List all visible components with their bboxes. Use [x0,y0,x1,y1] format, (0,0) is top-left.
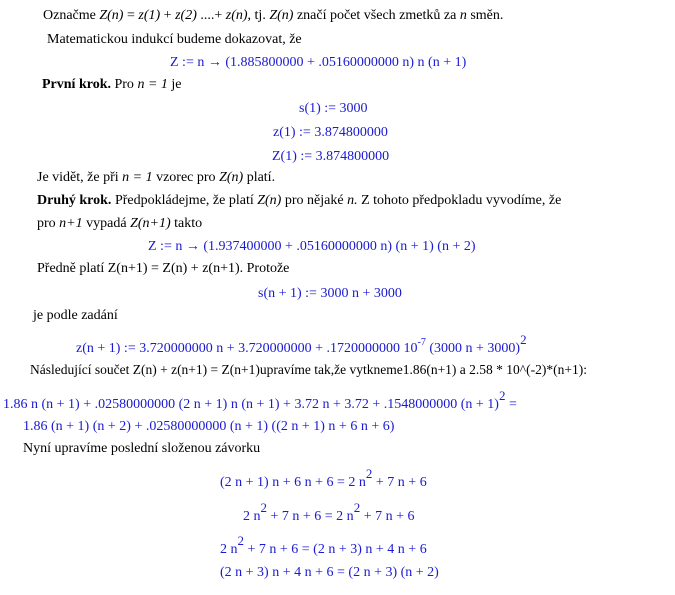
eq1-b: + 7 n + 6 [372,475,427,490]
z-n1-sq: 2 [520,332,527,347]
intro-paragraph [43,8,503,24]
intro-plus: + [160,8,176,23]
seen-text-a: Je vidět, že při [37,170,123,185]
formula-s-n1: s(n + 1) := 3000 n + 3000 [258,286,402,301]
formula-z-n1 [76,332,527,357]
first-step-text-b: je [167,77,182,92]
intro-induction: Matematickou indukcí budeme dokazovat, že [47,32,302,47]
intro-text-b: , tj. [247,8,270,23]
second-step-Zn1: Z(n+1) [130,216,171,231]
sum-line1 [3,388,517,413]
eq1-a: (2 n + 1) n + 6 n + 6 = 2 n [220,475,366,490]
first-step-label: První krok. [42,77,111,92]
intro-text-a: Označme [43,8,100,23]
first-step-text-a: Pro [110,77,138,92]
formula-s1: s(1) := 3000 [299,101,368,116]
mainly-text: Předně platí Z(n+1) = Z(n) + z(n+1). Protože [37,261,290,276]
equation-1 [220,466,427,491]
intro-zn: z(n) [225,8,248,23]
seen-Zn: Z(n) [219,170,244,185]
second-step-label: Druhý krok. [37,193,112,208]
eq3-sq: 2 [237,533,244,548]
intro-dots: ....+ [196,8,226,23]
sum-line2: 1.86 (n + 1) (n + 2) + .02580000000 (n + 1) ((2 n + 1) n + 6 n + 6) [23,419,395,434]
sum-line1-sq: 2 [498,388,506,403]
intro-z1: z(1) [138,8,161,23]
sum-line1-main: 1.86 n (n + 1) + .02580000000 (2 n + 1) n (n + 1) + 3.72 n + 3.72 + .1548000000 (n + 1) [3,397,499,412]
eq2-a: 2 n [243,509,261,524]
z-n1-exp: -7 [417,337,426,348]
intro-eq: = [123,8,139,23]
z-n1-tail: (3000 n + 3000) [425,341,521,356]
second-step-text-d: pro [37,216,60,231]
second-step-line2 [37,216,202,232]
second-step-n1: n+1 [59,216,83,231]
formula-Z1: Z(1) := 3.874800000 [272,149,390,164]
formula-Z2: Z := n → (1.937400000 + .05160000000 n) (n + 1) (n + 2) [148,239,476,254]
second-step-n: n. [347,193,358,208]
eq1-sq: 2 [365,466,373,481]
second-step-text-a: Předpokládejme, že platí [111,193,258,208]
eq2-sq2: 2 [353,500,361,515]
seen-text-b: vzorec pro [152,170,220,185]
sum-line1-end: = [505,397,517,412]
intro-Zn: Z(n) [99,8,124,23]
eq3-b: + 7 n + 6 = (2 n + 3) n + 4 n + 6 [244,542,427,557]
eq2-c: + 7 n + 6 [360,509,415,524]
intro-Zn2: Z(n) [269,8,294,23]
first-step-cond: n = 1 [137,77,168,92]
seen-cond: n = 1 [122,170,153,185]
intro-z2: z(2) [175,8,197,23]
next-sum-text: Následující součet Z(n) + z(n+1) = Z(n+1)upravíme tak,že vytkneme1.86(n+1) a 2.58 * 10^(-2)*(n+1): [30,362,587,377]
intro-n: n [459,8,467,23]
second-step-text-c: Z tohoto předpokladu vyvodíme, že [357,193,562,208]
second-step-text-b: pro nějaké [281,193,348,208]
second-step-line1 [37,193,561,209]
seen-paragraph [37,170,275,186]
second-step-text-f: takto [170,216,203,231]
equation-3 [220,533,427,558]
formula-z1: z(1) := 3.874800000 [273,125,388,140]
first-step [42,77,182,93]
by-assignment-text: je podle zadání [33,308,118,323]
formula-Z: Z := n → (1.885800000 + .05160000000 n) n (n + 1) [170,55,467,70]
now-adjust-text: Nyní upravíme poslední složenou závorku [23,441,261,456]
eq2-b: + 7 n + 6 = 2 n [267,509,354,524]
intro-text-d: směn. [466,8,504,23]
equation-4: (2 n + 3) n + 4 n + 6 = (2 n + 3) (n + 2) [220,565,439,580]
equation-2 [243,500,415,525]
intro-text-c: značí počet všech zmetků za [293,8,460,23]
eq3-a: 2 n [220,542,238,557]
z-n1-main: z(n + 1) := 3.720000000 n + 3.720000000 + .1720000000 10 [76,341,418,356]
seen-text-c: platí. [243,170,276,185]
second-step-Zn: Z(n) [257,193,282,208]
eq2-sq1: 2 [260,500,267,515]
second-step-text-e: vypadá [82,216,131,231]
